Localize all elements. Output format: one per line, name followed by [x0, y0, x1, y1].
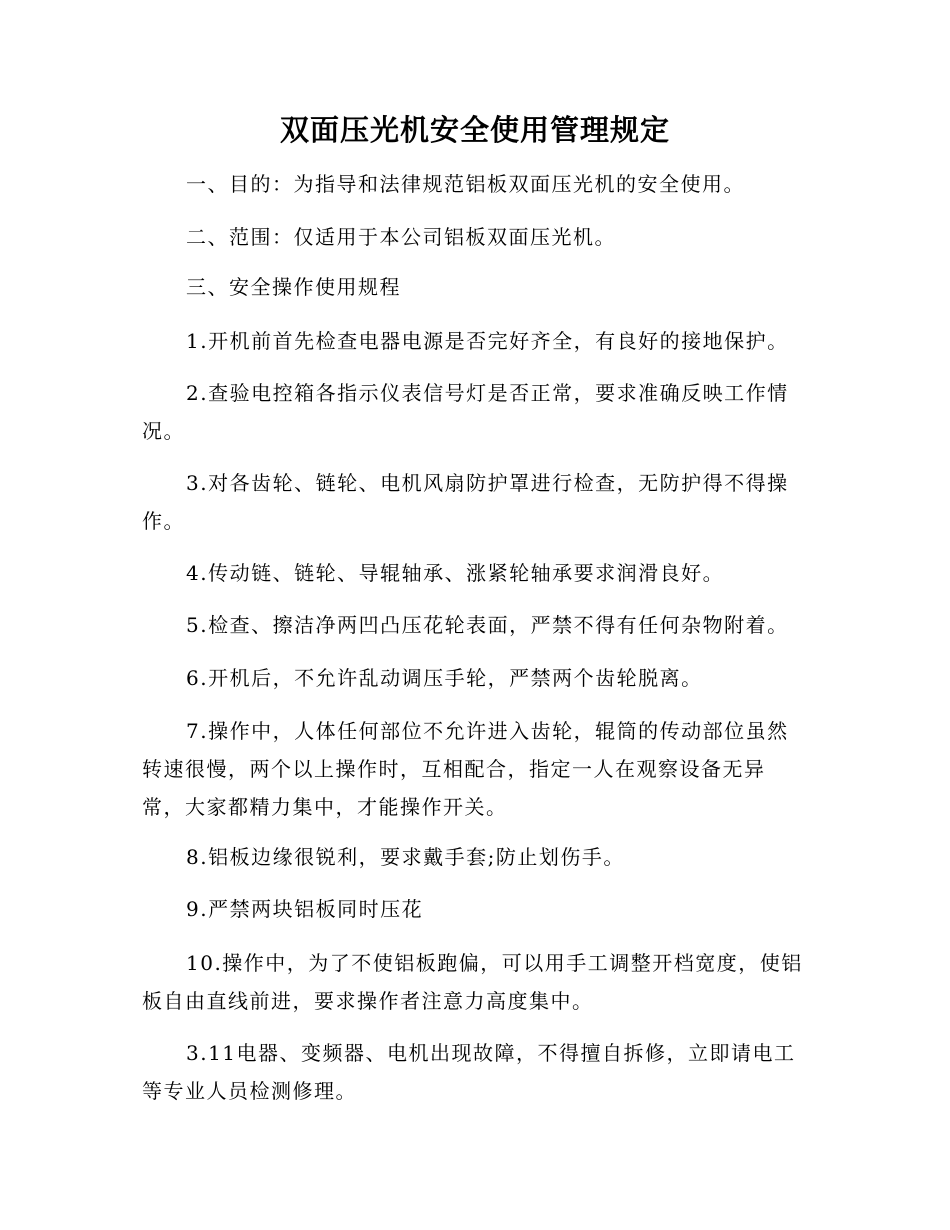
paragraph-rule-6: 6.开机后，不允许乱动调压手轮，严禁两个齿轮脱离。 [186, 666, 703, 690]
paragraph-procedure-heading: 三、安全操作使用规程 [186, 275, 401, 299]
paragraph-rule-4: 4.传动链、链轮、导辊轴承、涨紧轮轴承要求润滑良好。 [186, 561, 725, 585]
paragraph-rule-2: 2.查验电控箱各指示仪表信号灯是否正常，要求准确反映工作情况。 [142, 381, 789, 443]
paragraph-rule-3: 3.对各齿轮、链轮、电机风扇防护罩进行检查，无防护得不得操作。 [142, 471, 789, 533]
paragraph-rule-10: 10.操作中，为了不使铝板跑偏，可以用手工调整开档宽度，使铝板自由直线前进，要求操作者注意力高度集中。 [142, 951, 803, 1013]
paragraph-rule-5: 5.检查、擦洁净两凹凸压花轮表面，严禁不得有任何杂物附着。 [186, 613, 789, 637]
paragraph-rule-7: 7.操作中，人体任何部位不允许进入齿轮，辊筒的传动部位虽然转速很慢，两个以上操作时，互相配合，指定一人在观察设备无异常，大家都精力集中，才能操作开关。 [142, 719, 789, 819]
paragraph-rule-8: 8.铝板边缘很锐利，要求戴手套;防止划伤手。 [186, 845, 625, 869]
paragraph-rule-9: 9.严禁两块铝板同时压花 [186, 897, 424, 921]
paragraph-scope: 二、范围：仅适用于本公司铝板双面压光机。 [186, 225, 616, 249]
document-title: 双面压光机安全使用管理规定 [279, 113, 670, 147]
paragraph-purpose: 一、目的：为指导和法律规范铝板双面压光机的安全使用。 [186, 172, 745, 196]
paragraph-rule-11: 3.11电器、变频器、电机出现故障，不得擅自拆修，立即请电工等专业人员检测修理。 [142, 1041, 796, 1103]
paragraph-rule-1: 1.开机前首先检查电器电源是否完好齐全，有良好的接地保护。 [186, 329, 789, 353]
